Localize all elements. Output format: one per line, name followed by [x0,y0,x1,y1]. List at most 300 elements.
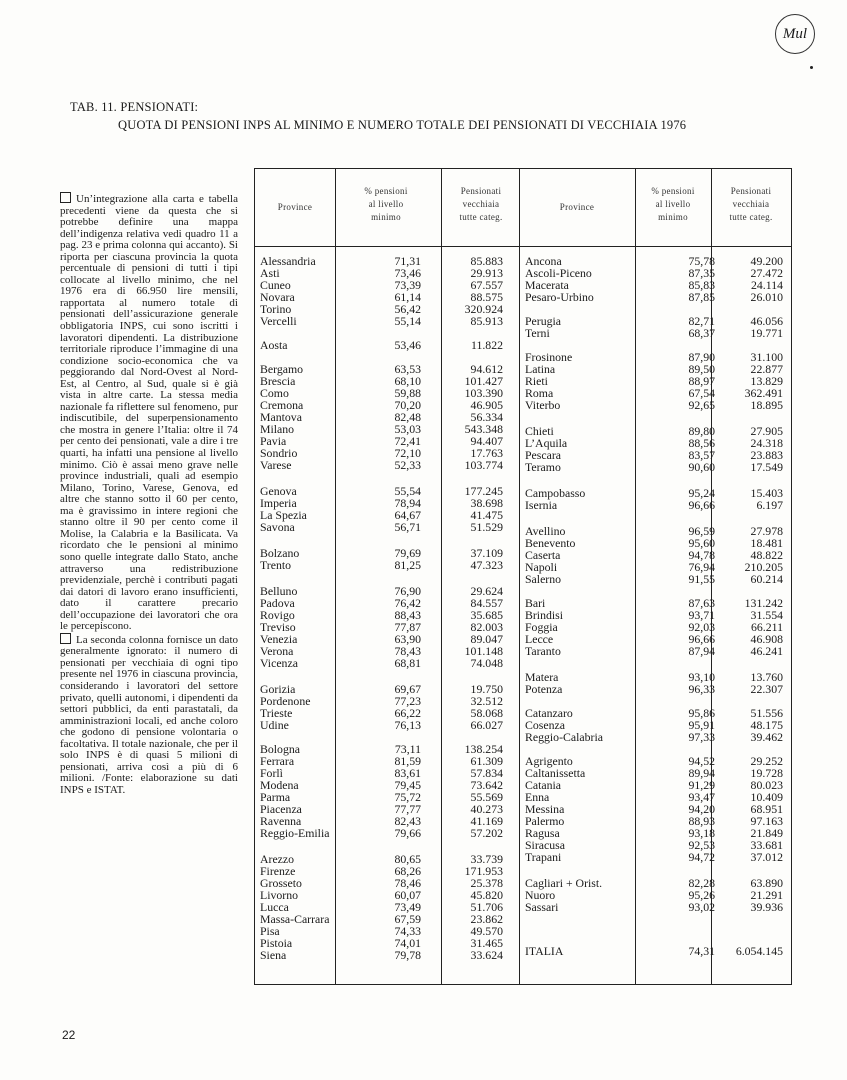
pct-minimum-value: 76,42 [394,596,421,610]
pct-minimum-value: 89,50 [688,362,715,376]
pensioners-total-value: 89.047 [470,632,503,646]
pensioners-total-value: 57.834 [470,766,503,780]
pct-minimum-value: 74,01 [394,936,421,950]
pct-minimum-value: 79,69 [394,546,421,560]
pensioners-total-value: 17.549 [750,460,783,474]
province-name: Vicenza [260,656,298,670]
pct-minimum-value: 73,39 [394,278,421,292]
province-name: Cosenza [525,718,565,732]
province-name: Campobasso [525,486,586,500]
header-total-left: Pensionati vecchiaia tutte categ. [459,186,503,222]
table-right-half [519,169,791,984]
province-name: Piacenza [260,802,302,816]
pct-minimum-value: 87,85 [688,290,715,304]
province-name: Aosta [260,338,288,352]
province-name: Teramo [525,460,561,474]
pct-minimum-value: 93,10 [688,670,715,684]
paragraph-1: Un’integrazione alla carta e tabella precedenti viene da questa che si potrebbe definire una mappa dell’indigenza relativa vedi quadro 11 a pag. 23 e prima colonna qui accanto). Si riporta per ciascuna provincia la quota percentuale di pensioni di tutti i tipi collocate al livello minimo, che nel 1976 era di 66.950 lire mensili, rapportata al numero totale di pensionati dell’assicurazione generale obbligatoria INPS, cui sono iscritti i lavoratori dipendenti. La distribuzione territoriale riproduce l’immagine di una condizione socio-economica che va peggiorando dal Nord-Ovest al Nord-Est, al Centro, al Sud, quale si è già vista in altre carte. La stessa media nazionale fa riflettere sul fenomeno, pur indiscutibile, del superpensionamento che mostra in genere l’Italia: oltre il 74 per cento dei pensionati, vale a dire i tre quarti, ha infatti una pensione al livello minimo. Ciò è assai meno grave nelle province industriali, quali ad esempio Milano, Torino, Varese, Genova, ed altre che stanno sotto il 60 per cento, ma è gravissimo in intere regioni che stanno oltre il 90 per cento come il Molise, la Calabria e la Basilicata. Va ricordato che le pensioni al minimo sono quelle integrate dallo Stato, anche attraverso una redistribuzione previdenziale, perchè i contributi pagati dai datori di lavoro erano insufficienti, dato il carattere precario dell’occupazione dei lavoratori che ora le percepiscono. [60,193,238,633]
pensioners-total-value: 46.908 [750,632,783,646]
pensioners-total-value: 17.763 [470,446,503,460]
pct-minimum-value: 68,37 [688,326,715,340]
table-row [255,521,519,533]
province-name: Savona [260,520,295,534]
pct-minimum-value: 73,46 [394,266,421,280]
pensioners-total-value: 131.242 [744,596,783,610]
pct-minimum-value: 83,61 [394,766,421,780]
pct-minimum-value: 77,23 [394,694,421,708]
pensioners-total-value: 45.820 [470,888,503,902]
province-name: Milano [260,422,295,436]
pct-minimum-value: 70,20 [394,398,421,412]
table-row [519,399,791,411]
province-name: Siracusa [525,838,565,852]
pensioners-total-value: 171.953 [464,864,503,878]
pct-minimum-value: 81,59 [394,754,421,768]
pct-minimum-value: 82,28 [688,876,715,890]
province-name: Padova [260,596,295,610]
pct-minimum-value: 94,78 [688,548,715,562]
pensioners-total-value: 94.407 [470,434,503,448]
pensioners-total-value: 46.056 [750,314,783,328]
header-province-left: Province [277,202,313,212]
pensioners-total-value: 57.202 [470,826,503,840]
pct-minimum-value: 73,11 [394,742,421,756]
pensioners-total-value: 40.273 [470,802,503,816]
table-title [70,100,686,133]
title-line-2: QUOTA DI PENSIONI INPS AL MINIMO E NUMERO TOTALE DEI PENSIONATI DI VECCHIAIA 1976 [118,118,687,132]
pensioners-total-value: 6.197 [756,498,783,512]
pensioners-total-value: 51.529 [470,520,503,534]
province-name: Pistoia [260,936,293,950]
table-row [519,851,791,863]
pct-minimum-value: 78,43 [394,644,421,658]
table-row [255,315,519,327]
pct-minimum-value: 67,54 [688,386,715,400]
header-pct-right: % pensioni al livello minimo [651,186,695,222]
province-name: Imperia [260,496,297,510]
province-name: Ancona [525,254,562,268]
pct-minimum-value: 93,02 [688,900,715,914]
pensioners-total-value: 66.211 [750,620,783,634]
pct-minimum-value: 92,03 [688,620,715,634]
province-name: Foggia [525,620,558,634]
province-name: Isernia [525,498,558,512]
pensioners-total-value: 48.822 [750,548,783,562]
page-number: 22 [62,1028,76,1042]
province-name: Modena [260,778,299,792]
pensioners-total-value: 29.913 [470,266,503,280]
province-name: La Spezia [260,508,307,522]
table-row [519,291,791,303]
pct-minimum-value: 78,46 [394,876,421,890]
pension-table [254,168,792,985]
pct-minimum-value: 94,20 [688,802,715,816]
province-name: Trieste [260,706,293,720]
province-name: Rovigo [260,608,295,622]
province-name: Macerata [525,278,569,292]
pct-minimum-value: 97,33 [688,730,715,744]
pct-minimum-value: 96,66 [688,632,715,646]
province-name: Gorizia [260,682,296,696]
pct-minimum-value: 68,10 [394,374,421,388]
pensioners-total-value: 138.254 [464,742,503,756]
pct-minimum-value: 96,33 [688,682,715,696]
pct-minimum-value: 71,31 [394,254,421,268]
province-name: Torino [260,302,292,316]
pensioners-total-value: 97.163 [750,814,783,828]
province-name: Parma [260,790,291,804]
province-name: ITALIA [525,944,564,958]
pct-minimum-value: 75,72 [394,790,421,804]
pct-minimum-value: 96,66 [688,498,715,512]
table-row [255,559,519,571]
pct-minimum-value: 83,57 [688,448,715,462]
table-row [519,573,791,585]
province-name: Napoli [525,560,558,574]
table-row [519,901,791,913]
pct-minimum-value: 87,63 [688,596,715,610]
pensioners-total-value: 63.890 [750,876,783,890]
province-name: Salerno [525,572,562,586]
pct-minimum-value: 88,93 [688,814,715,828]
table-row [519,945,791,957]
province-name: Sondrio [260,446,298,460]
pensioners-total-value: 15.403 [750,486,783,500]
pensioners-total-value: 37.109 [470,546,503,560]
pct-minimum-value: 90,60 [688,460,715,474]
province-name: Lecce [525,632,554,646]
province-name: Pescara [525,448,562,462]
province-name: Ascoli-Piceno [525,266,592,280]
province-name: Ragusa [525,826,560,840]
pct-minimum-value: 61,14 [394,290,421,304]
pensioners-total-value: 31.465 [470,936,503,950]
pensioners-total-value: 13.760 [750,670,783,684]
province-name: L’Aquila [525,436,568,450]
province-name: Trento [260,558,292,572]
pct-minimum-value: 55,54 [394,484,421,498]
pensioners-total-value: 21.849 [750,826,783,840]
province-name: Ferrara [260,754,295,768]
pensioners-total-value: 66.027 [470,718,503,732]
province-name: Ravenna [260,814,302,828]
province-name: Pordenone [260,694,311,708]
province-name: Genova [260,484,297,498]
pct-minimum-value: 85,83 [688,278,715,292]
province-name: Benevento [525,536,576,550]
province-name: Reggio-Emilia [260,826,330,840]
province-name: Agrigento [525,754,573,768]
province-name: Trapani [525,850,562,864]
pct-minimum-value: 81,25 [394,558,421,572]
pensioners-total-value: 85.913 [470,314,503,328]
pensioners-total-value: 56.334 [470,410,503,424]
pensioners-total-value: 10.409 [750,790,783,804]
header-province-right: Province [559,202,595,212]
pct-minimum-value: 79,78 [394,948,421,962]
pensioners-total-value: 31.554 [750,608,783,622]
province-name: Venezia [260,632,298,646]
table-row [255,827,519,839]
pensioners-total-value: 41.169 [470,814,503,828]
pct-minimum-value: 72,41 [394,434,421,448]
province-name: Taranto [525,644,561,658]
pct-minimum-value: 68,26 [394,864,421,878]
province-name: Massa-Carrara [260,912,330,926]
pct-minimum-value: 93,71 [688,608,715,622]
province-name: Bolzano [260,546,300,560]
province-name: Novara [260,290,295,304]
pensioners-total-value: 26.010 [750,290,783,304]
table-row [519,499,791,511]
province-name: Udine [260,718,289,732]
pct-minimum-value: 64,67 [394,508,421,522]
province-name: Potenza [525,682,563,696]
table-row [255,657,519,669]
pct-minimum-value: 59,88 [394,386,421,400]
province-name: Cuneo [260,278,291,292]
square-bullet-icon [60,633,71,644]
pct-minimum-value: 87,35 [688,266,715,280]
pensioners-total-value: 177.245 [464,484,503,498]
table-row [255,459,519,471]
pct-minimum-value: 73,49 [394,900,421,914]
province-name: Palermo [525,814,565,828]
province-name: Verona [260,644,294,658]
pensioners-total-value: 49.200 [750,254,783,268]
pensioners-total-value: 362.491 [744,386,783,400]
province-name: Arezzo [260,852,295,866]
pct-minimum-value: 91,29 [688,778,715,792]
pct-minimum-value: 66,22 [394,706,421,720]
pct-minimum-value: 79,45 [394,778,421,792]
province-name: Forlì [260,766,283,780]
pensioners-total-value: 27.905 [750,424,783,438]
pensioners-total-value: 85.883 [470,254,503,268]
stamp-logo: Mul [775,14,815,54]
province-name: Varese [260,458,292,472]
province-name: Asti [260,266,280,280]
province-name: Avellino [525,524,566,538]
pensioners-total-value: 49.570 [470,924,503,938]
pct-minimum-value: 82,71 [688,314,715,328]
pct-minimum-value: 72,10 [394,446,421,460]
province-name: Viterbo [525,398,561,412]
pct-minimum-value: 92,53 [688,838,715,852]
province-name: Pavia [260,434,287,448]
pct-minimum-value: 56,42 [394,302,421,316]
pensioners-total-value: 39.936 [750,900,783,914]
province-name: Alessandria [260,254,316,268]
pensioners-total-value: 6.054.145 [735,944,783,958]
pct-minimum-value: 95,24 [688,486,715,500]
province-name: Treviso [260,620,296,634]
pct-minimum-value: 63,90 [394,632,421,646]
pensioners-total-value: 51.556 [750,706,783,720]
province-name: Latina [525,362,556,376]
province-name: Caserta [525,548,561,562]
province-name: Nuoro [525,888,556,902]
pct-minimum-value: 96,59 [688,524,715,538]
pensioners-total-value: 32.512 [470,694,503,708]
pct-minimum-value: 56,71 [394,520,421,534]
pensioners-total-value: 88.575 [470,290,503,304]
pensioners-total-value: 33.681 [750,838,783,852]
pensioners-total-value: 82.003 [470,620,503,634]
table-row [255,719,519,731]
pensioners-total-value: 46.241 [750,644,783,658]
pensioners-total-value: 23.883 [750,448,783,462]
pct-minimum-value: 95,86 [688,706,715,720]
pensioners-total-value: 46.905 [470,398,503,412]
pensioners-total-value: 80.023 [750,778,783,792]
pensioners-total-value: 19.728 [750,766,783,780]
pensioners-total-value: 543.348 [464,422,503,436]
pensioners-total-value: 19.771 [750,326,783,340]
pensioners-total-value: 67.557 [470,278,503,292]
pensioners-total-value: 101.427 [464,374,503,388]
province-name: Chieti [525,424,554,438]
pct-minimum-value: 88,97 [688,374,715,388]
pensioners-total-value: 18.895 [750,398,783,412]
pct-minimum-value: 79,66 [394,826,421,840]
pct-minimum-value: 77,87 [394,620,421,634]
pensioners-total-value: 60.214 [750,572,783,586]
province-name: Bologna [260,742,300,756]
province-name: Reggio-Calabria [525,730,603,744]
pensioners-total-value: 73.642 [470,778,503,792]
pensioners-total-value: 320.924 [464,302,503,316]
pensioners-total-value: 22.307 [750,682,783,696]
province-name: Siena [260,948,287,962]
pensioners-total-value: 24.114 [750,278,783,292]
pensioners-total-value: 33.624 [470,948,503,962]
province-name: Perugia [525,314,562,328]
province-name: Rieti [525,374,548,388]
ink-dot [810,66,813,69]
pct-minimum-value: 80,65 [394,852,421,866]
paragraph-2: La seconda colonna fornisce un dato generalmente ignorato: il numero di pensionati per vecchiaia di ogni tipo presente nel 1976 in ciascuna provincia, considerando i lavoratori del settore privato, quelli autonomi, i dipendenti da settori pubblici, da enti parastatali, da amministrazioni locali, ed anche coloro che godono di pensione volontaria o facoltativa. Il totale nazionale, che per il solo INPS è di quasi 5 milioni di pensionati, arriva così a più di 6 milioni. /Fonte: elaborazione su dati INPS e ISTAT. [60,633,238,796]
pct-minimum-value: 82,43 [394,814,421,828]
province-name: Lucca [260,900,289,914]
pensioners-total-value: 38.698 [470,496,503,510]
pct-minimum-value: 87,90 [688,350,715,364]
pct-minimum-value: 74,33 [394,924,421,938]
table-row [519,461,791,473]
pensioners-total-value: 11.822 [470,338,503,352]
pct-minimum-value: 88,43 [394,608,421,622]
pct-minimum-value: 63,53 [394,362,421,376]
pct-minimum-value: 95,91 [688,718,715,732]
province-name: Brindisi [525,608,564,622]
pensioners-total-value: 31.100 [750,350,783,364]
table-row [519,683,791,695]
pensioners-total-value: 103.390 [464,386,503,400]
province-name: Pesaro-Urbino [525,290,594,304]
province-name: Belluno [260,584,298,598]
pct-minimum-value: 68,81 [394,656,421,670]
pct-minimum-value: 82,48 [394,410,421,424]
pct-minimum-value: 74,31 [688,944,715,958]
pensioners-total-value: 33.739 [470,852,503,866]
header-total-right: Pensionati vecchiaia tutte categ. [729,186,773,222]
pensioners-total-value: 103.774 [464,458,503,472]
province-name: Cagliari + Orist. [525,876,603,890]
pct-minimum-value: 95,26 [688,888,715,902]
pct-minimum-value: 89,80 [688,424,715,438]
pensioners-total-value: 47.323 [470,558,503,572]
pensioners-total-value: 55.569 [470,790,503,804]
pensioners-total-value: 13.829 [750,374,783,388]
table-row [255,949,519,961]
pct-minimum-value: 87,94 [688,644,715,658]
province-name: Frosinone [525,350,573,364]
pensioners-total-value: 51.706 [470,900,503,914]
table-row [519,645,791,657]
pct-minimum-value: 77,77 [394,802,421,816]
province-name: Bergamo [260,362,304,376]
pct-minimum-value: 53,03 [394,422,421,436]
table-left-half [255,169,519,984]
pensioners-total-value: 22.877 [750,362,783,376]
pct-minimum-value: 60,07 [394,888,421,902]
pensioners-total-value: 61.309 [470,754,503,768]
table-row [519,327,791,339]
pct-minimum-value: 89,94 [688,766,715,780]
pensioners-total-value: 41.475 [470,508,503,522]
pensioners-total-value: 19.750 [470,682,503,696]
province-name: Roma [525,386,554,400]
pct-minimum-value: 55,14 [394,314,421,328]
pct-minimum-value: 53,46 [394,338,421,352]
province-name: Caltanissetta [525,766,586,780]
pct-minimum-value: 94,72 [688,850,715,864]
pensioners-total-value: 29.252 [750,754,783,768]
header-pct-left: % pensioni al livello minimo [364,186,408,222]
province-name: Como [260,386,289,400]
province-name: Catania [525,778,562,792]
pct-minimum-value: 93,18 [688,826,715,840]
province-name: Vercelli [260,314,297,328]
pct-minimum-value: 93,47 [688,790,715,804]
pct-minimum-value: 94,52 [688,754,715,768]
province-name: Catanzaro [525,706,573,720]
square-bullet-icon [60,192,71,203]
pct-minimum-value: 76,94 [688,560,715,574]
province-name: Mantova [260,410,302,424]
pensioners-total-value: 21.291 [750,888,783,902]
province-name: Sassari [525,900,559,914]
province-name: Matera [525,670,559,684]
province-name: Terni [525,326,550,340]
pensioners-total-value: 48.175 [750,718,783,732]
pensioners-total-value: 24.318 [750,436,783,450]
pensioners-total-value: 74.048 [470,656,503,670]
pensioners-total-value: 23.862 [470,912,503,926]
pct-minimum-value: 92,65 [688,398,715,412]
pensioners-total-value: 39.462 [750,730,783,744]
pensioners-total-value: 68.951 [750,802,783,816]
pct-minimum-value: 69,67 [394,682,421,696]
pct-minimum-value: 76,13 [394,718,421,732]
province-name: Messina [525,802,565,816]
province-name: Grosseto [260,876,302,890]
pct-minimum-value: 67,59 [394,912,421,926]
province-name: Enna [525,790,550,804]
pensioners-total-value: 58.068 [470,706,503,720]
pct-minimum-value: 95,60 [688,536,715,550]
province-name: Brescia [260,374,296,388]
